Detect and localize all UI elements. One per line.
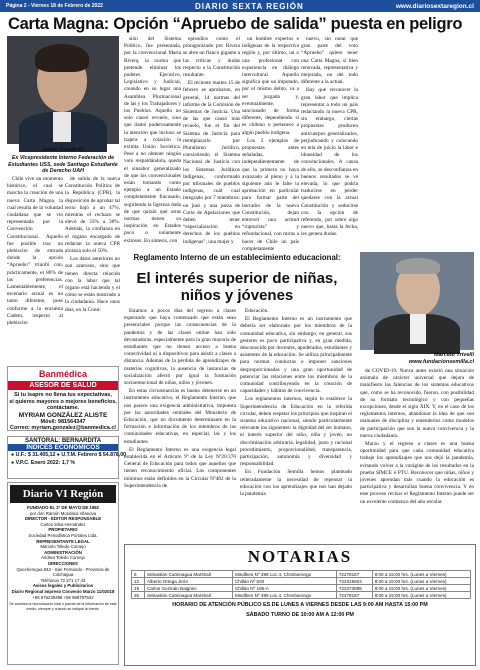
headline: Carta Magna: Opción “Apruebo de salida” puesta en peligro	[8, 15, 463, 33]
table-cell: Chillán Nº 185-A	[232, 585, 336, 592]
ad-line: contáctame.	[46, 405, 80, 411]
staff-line: Teléfonos 72 271 17 43	[40, 577, 86, 583]
table-cell: 72278187	[336, 592, 372, 599]
paragraph: Estamos a pocos días del regreso a clases esperando que haya comenzado que están sean presenciales porque las consecuencias de la pandemia y de las clases online han sido devastadoras, especialmente para la gran mayoría de estudiantes que no tienen acceso a buena conectividad ni a dispositivos para asistir a clases a distancia. Además de la pérdida de aprendizajes de materias cognitivas, la ausencia de instancias de socialización afectó por igual la formación socioemocional de niñas, niños y jóvenes.	[124, 308, 236, 387]
article1-col3	[124, 36, 181, 248]
table-cell: 722316604	[336, 578, 372, 585]
paragraph: un hombre expertos e indígenas de la respectiva región y, por último, un o una profesional con experiencia en diálogo intercultural. Aquello significa que un imputado, por el mismo delito, va a ser juzgado y, eventualmente, sancionado de forma diferente, dependiendo si es chileno o pertenece a algún pueblo indígena.	[242, 36, 299, 136]
banmedica-ad	[7, 366, 119, 431]
staff-line: DIRECTOR - EDITOR RESPONSABLE	[24, 516, 102, 522]
paragraph: En Fundación Semilla hemos planteado reiteradamente la necesidad de repensar la educación con los aprendizajes que nos han dejado la pandemia	[240, 469, 352, 498]
website: www.diariosextaregion.cl	[395, 2, 474, 10]
staff-line: por don Ramón Mondaca Vilanova	[29, 510, 97, 516]
top-bar	[0, 0, 480, 12]
staff-line: Diario Regional impreso Convenio Marzo 11/02018	[11, 588, 115, 594]
table-cell: Mindlkeo Nº 399 Loc.4, Chimbarongo	[232, 571, 336, 578]
staff-line: PROPIETARIO	[48, 527, 78, 533]
paragraph: Los datos anteriores no son azarosos, sino que tienen directa relación con la labor que tal órgano está haciendo y el cómo se están mostrado a la ciudadanía. Hace unos días, en la Comi-	[65, 256, 120, 313]
notarias-table	[131, 570, 471, 599]
table-cell: 9:00 a 15:00 hrs. (Lunes a Viernes)	[372, 585, 470, 592]
article1-col5	[242, 36, 299, 252]
article1-col6	[301, 36, 358, 248]
santoral: SANTORAL: BERNARDITA	[24, 438, 102, 444]
staff-line: DIRECCIONES	[48, 560, 78, 566]
indices-row: ● V.P.C. Enero 2022: 1,7 %	[11, 460, 75, 466]
ad-line: Si tu isapre no llena tus expectativas,	[14, 392, 112, 398]
author-photo	[7, 36, 119, 144]
table-row	[132, 592, 471, 599]
table-cell: 9:00 a 15:00 hrs. (Lunes a Viernes)	[372, 571, 470, 578]
ad-phone: Móvil: 981564347	[40, 418, 86, 425]
article1-col7	[362, 36, 474, 248]
author2-org: www.fundacionsemilla.cl	[408, 359, 474, 365]
table-cell: Sebastián Caminagua Marshall	[144, 592, 232, 599]
paragraph: El Reglamento Interno es una exigencia legal establecida en el Artículo 9º de la Ley Nº20.370 General de Educación para todos que aquellos que tienen reconocimiento oficial. Los componentes mínimos están definidos en la Circular Nº482 de la Superintendencia de	[124, 446, 236, 489]
article1-col2	[65, 176, 120, 361]
article2-col2	[240, 308, 352, 540]
author2-photo	[360, 252, 474, 350]
table-cell: 9:00 a 15:00 hrs. (Lunes a Viernes)	[372, 578, 470, 585]
paragraph: de salida de la nueva Constitución Política de la República (CPR), la disposición de aprobar tal texto bajó a un 47%, mientras el rechazo se elevó de 33% a 38%. Además, la confianza en el órgano encargado de redactar la nueva CPR alcanza solo el 50%.	[65, 176, 120, 255]
ad-email: Correo: myriam.gonzalez@banmedica.cl	[10, 425, 116, 431]
paragraph: Los 2 ejemplos de propuestas antes señaladas, independientemente de que la primera no haya avanzado al pleno y a la siguiente aún le falte la aprobación en particular para formar parte del borrador de la nueva Constitución, dejan entrever una actitud “rupturista” y refundacional, con miras a hacer de Chile un país completamente	[242, 137, 299, 252]
staff-line: Quecheregua 842 - San Fernando - Provincia de Colchagua	[16, 566, 110, 578]
paragraph: Chile vive un momento histórico, el cual se marcha la creación de una nueva Carta Magna, la cual resulta de la voluntad ciudadana que se vio representada por la Convención Constitucional. Aquello fue posible tras un plebiscito de entrada donde la opción “Apruebo” triunfó con, prácticamente, el 80% de las preferencias. Lamentablemente, el escenario actual es un tanto diferente, pues conforme a la encuesta Cadem, respecto al plebiscito	[7, 176, 63, 327]
article2-col3	[360, 368, 474, 540]
masthead: DIARIO SEXTA REGIÓN	[194, 1, 304, 11]
economic-indices	[7, 436, 126, 479]
staff-line: REPRESENTANTE LEGAL	[36, 538, 90, 544]
staff-line: Avisos legales y Publicitarios	[32, 583, 94, 589]
paragraph: Los reglamentos internos, según lo establece la Superintendencia de Educación en la referida circular, deben respetar los principios que inspiran el sistema educativo nacional, siendo particularmente relevante los siguientes: la dignidad del ser humano, el interés superior del niño, niña y joven, no discriminación arbitraria, legalidad, justo y racional procedimiento, proporcionalidad, transparencia, participación, autonomía y diversidad y responsabilidad.	[240, 396, 352, 468]
staff-line: FUNDADO EL 2º DE MAYO DE 1982	[26, 505, 99, 510]
table-cell: 722373885	[336, 585, 372, 592]
table-row	[132, 585, 471, 592]
staff-line: Sociedad Periodística Portales Ltda.	[28, 532, 98, 538]
table-row	[132, 578, 471, 585]
author2-name: Marcelo Trivelli	[434, 352, 474, 358]
table-cell: Sebastián Caminagua Marshall	[144, 571, 232, 578]
table-cell: 9:00 a 15:00 hrs. (Lunes a Viernes)	[372, 592, 470, 599]
ad-name: MYRIAM GONZÁLEZ ALISTE	[18, 411, 108, 419]
table-cell: 5	[132, 571, 145, 578]
paragraph: sión del Sistema Político, fue presentada, por la convencional María Rivera, la norma que pretende eliminar los poderes Ejecutivo, Legislativo y Judicial, creando en su lugar una Asamblea Plurinacional de las y los Trabajadores y los Pueblos. Aquello no solo causó revuelo, sino que llamó poderosamente la atención que incluso se trajera a colación la extinta Unión Soviética. Pese a no obtener ningún voto respaldándola, queda el sinsabor generalizado de que los convencionales están tomando como ejemplo a un Estado completamente fracasado, sugiriendo la ligereza dada de que quizás qué otras normas tienen su inspiración en Estados poco o nulamente exitosos. En síntesis, con	[124, 36, 181, 244]
staff-line: Carlos Silva Hernández	[40, 521, 86, 527]
article2-title: El interés superior de niñas, niños y jóvenes	[136, 270, 338, 304]
table-cell: 12	[132, 578, 145, 585]
indices-row: ● U.F.: $ 31.405,12 ● U.T.M. Febrero $ 54.878,00	[11, 452, 126, 458]
notarias-footer: HORARIO DE ATENCIÓN PÚBLICO ES DE LUNES A VIERNES DESDE LAS 9:00 AM HASTA 15:00 PM	[172, 602, 428, 608]
banmedica-logo: Banmédica	[38, 369, 88, 379]
table-cell: 72278187	[336, 571, 372, 578]
table-cell: Carlos Guzmán Baignini	[144, 585, 232, 592]
ad-line: sí quieres mayores o mejores beneficios,	[9, 398, 117, 405]
page-label: Página 2 - Viernes 18 de Febrero de 2022	[6, 3, 103, 9]
table-cell: Mindlkeo Nº 399 Loc.4, Chimbarongo	[232, 592, 336, 599]
paragraph: Educación.	[245, 308, 269, 314]
ad-band: ASESOR DE SALUD	[8, 381, 118, 390]
author1-role: Ex Vicepresidente Interno Federación de Estudiantes USS, sede Santiago Estudiante de Derecho UAH	[8, 155, 118, 174]
staff-line: Andrea Toledo Cornejo	[41, 555, 85, 561]
article1-col4	[183, 36, 240, 248]
staff-line: Marcelo Toledo Cornejo	[40, 544, 86, 550]
paragraph: El reciente martes 15 de febrero se aprobaron, en general, 14 normas del informe de la Comisión de Sistemas de Justicia. Una de las que causó más revuelo, fue el fin del Sistema de Justicia para reemplazarlo por Pluralismo Jurídico, coexistiendo el Sistema Nacional de Justicia con los Sistemas Jurídicos Indígenas, conformado por tribunales de pueblos indígenas, cuál cual integrado por 7 miembros: un juez y una jueza de Corte de Apelaciones que deben tener “especialización en derechos de los pueblos indígenas”, una mujer y	[183, 80, 240, 245]
indices-title: ÍNDICES ECONÓMICOS	[8, 444, 118, 451]
paragraph: El Reglamento Interno es un instrumento que debería ser elaborado por los miembros de la comunidad educativa, sin embargo, en general, sus gestores es poco participativa y, en gran medida, desconocido por docentes, apoderados, estudiantes y asistentes de la educación. Se utiliza principalmente para normar conductas e imponer sanciones desproporcionadas y una gran oportunidad de potenciar las relaciones entre los miembros de la comunidad contribuyendo en la creación de capacidades y hábitos de convivencia.	[240, 316, 352, 395]
staff-line: +56 976235498 +56 958797502	[32, 594, 94, 600]
article1-col1	[7, 176, 63, 361]
staff-masthead: Diario VI Región	[10, 485, 116, 503]
paragraph: Marzo y el regreso a clases es una buena oportunidad para que cada comunidad educativa trabaje los aprendizajes que nos dejó la pandemia, evitando volver a la vorágine de los resultados en la prueba SIMCE o PTU. Reconocer que niñas, niños y jóvenes aprendan más cuando la educación es participativa y desarrollan buena convivencia. Y en este proceso revisar el Reglamento Interno puede ser un excelente comienzo del año escolar.	[360, 441, 474, 505]
notarias-box	[124, 544, 476, 666]
article2-col1	[124, 308, 236, 540]
notarias-title: NOTARIAS	[247, 547, 353, 566]
paragraph: En estas circunstancias es bueno detenerse en un instrumento educativo, el Reglamento Interno, que nos parece una exigencia administrativa, impuesta por las autoridades centrales del Ministerio de Educación, que no documento determinante en la formación e información de los miembros de las comunidades educativas, en especial, las y los estudiantes.	[124, 388, 236, 445]
paragraph: de COVID-19. Nunca antes existió una situación anómala de carácter universal que dejara de manifiesto las falencias de los sistemas educativos que, como se ha reconocido, fueron, con posibilidad de su formato tecnológico y con pequeñas excepciones, desde el siglo XIX. Y, en el caso de los reglamentos internos, abandonar la idea de que son manuales de disciplina y entenderlos como modelos de participación que son la nueva convivencia y la nueva ciudadanía.	[360, 368, 474, 439]
table-cell: Alberto Ortega Jirón	[144, 578, 232, 585]
staff-box	[7, 482, 119, 665]
paragraph: episodios como el protagonizado por Rivera se abre un flanco gigante a las críticas y dudas respecto a la Constitución resultante.	[183, 36, 240, 79]
article2-kicker: Reglamento Interno de un establecimiento educacional:	[133, 253, 341, 262]
table-cell: 26	[132, 592, 145, 599]
paragraph: Hay que reconocer la gran labor que implica representar a todo un país redactando la nueva CPR, sin embargo, ciertas propuestas producen anticuerpos generalizados, perjudicando y colocando en tela de juicio la labor e idoneidad de los convencionales. A causa de ello, se desconfianza en buenos resultados se ve elevada, lo que podría traducirse en perder quedarse con la actual Constitución y seducirse con la opción de referendo, por sobre algo nuevo que, hasta la fecha, les genera dudas.	[301, 87, 358, 238]
notarias-footer: SÁBADO TURNO DE 10:00 AM A 12:00 PM	[246, 612, 354, 618]
table-row	[132, 571, 471, 578]
author1-name: Javier Osorio O.	[41, 147, 85, 153]
table-cell: 19	[132, 585, 145, 592]
staff-line: Se autoriza la reproducción total o parcial de la información de este medio, siempre y cuando se indique la fuente.	[9, 602, 117, 611]
paragraph: nuevo, sin notar que gran parte del voto “Apruebo” quiere tener una Carta Magna, sí bien renovada, representativa y mejorada, no del todo diferente a la actual.	[301, 36, 358, 86]
staff-line: ADMINISTRACIÓN	[44, 549, 82, 555]
table-cell: Chillán Nº 620	[232, 578, 336, 585]
